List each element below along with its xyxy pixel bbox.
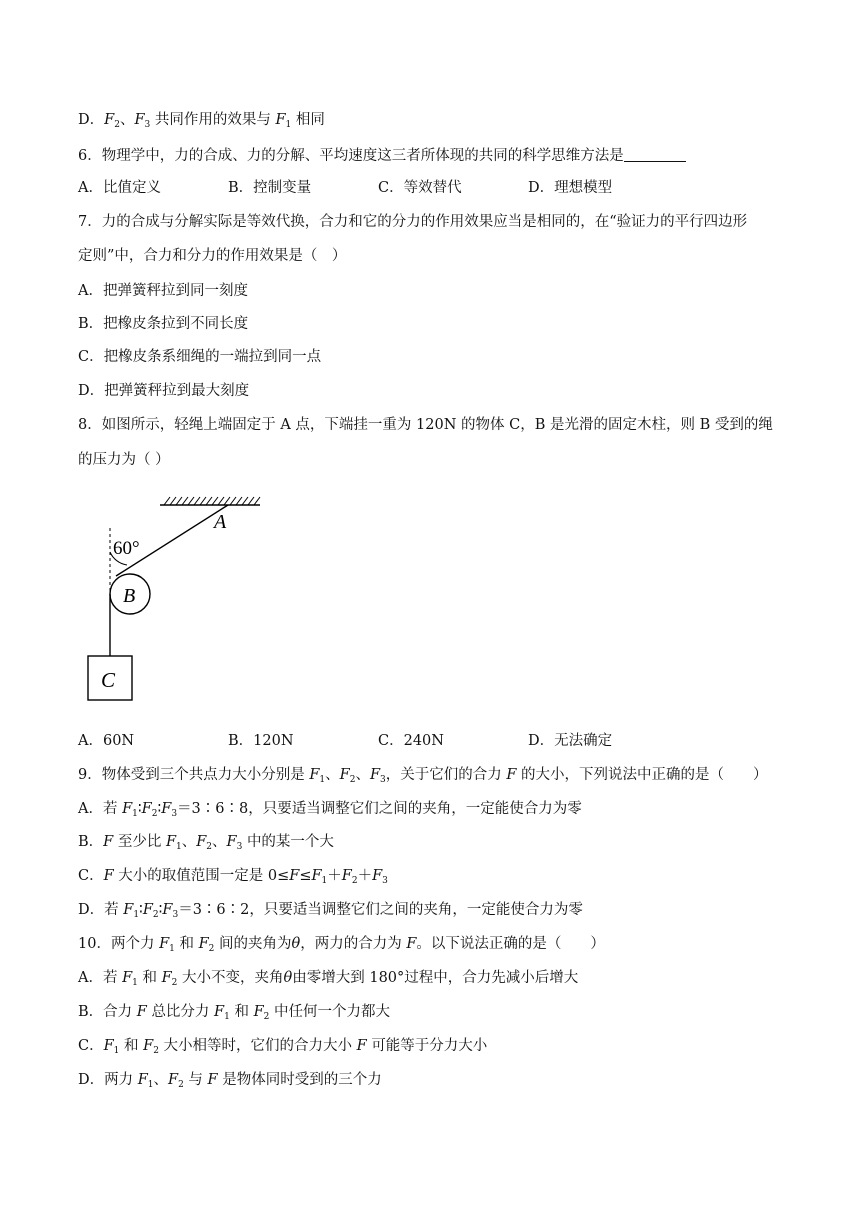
q10-option-d-tail: 是物体同时受到的三个力: [222, 1072, 382, 1088]
q8-option-c: C．240N: [378, 733, 444, 749]
q9-option-b: B．F 至少比 $F_1$、$F_2$、$F_3$ 中的某一个大: [78, 834, 334, 852]
q8-option-d: D．无法确定: [528, 733, 613, 749]
pulley-diagram: [80, 488, 270, 704]
q10-option-c-tail: 可能等于分力大小: [371, 1038, 488, 1054]
q5-option-d: D．$F_2$、$F_3$ 共同作用的效果与 $F_1$ 相同: [78, 112, 325, 130]
question-8-line2: 的压力为（ ）: [78, 452, 170, 468]
q9-option-b-text: 中的某一个大: [246, 834, 334, 850]
q10-option-d: D．两力 $F_1$、$F_2$ 与 F 是物体同时受到的三个力: [78, 1072, 382, 1090]
question-7-line2: 定则”中，合力和分力的作用效果是（ ）: [78, 248, 347, 264]
q10-option-b: B．合力 F 总比分力 $F_1$ 和 $F_2$ 中任何一个力都大: [78, 1004, 390, 1022]
question-10-text: 10．两个力: [78, 936, 155, 952]
question-6-text: 6．物理学中，力的合成、力的分解、平均速度这三者所体现的共同的科学思维方法是: [78, 148, 624, 164]
q8-option-b: B．120N: [228, 733, 294, 749]
q10-option-a: A．若 $F_1$ 和 $F_2$ 大小不变，夹角θ由零增大到 180°过程中，合力先减小后增大: [78, 970, 579, 988]
angle-label: 60°: [113, 538, 140, 559]
q7-option-d: D．把弹簧秤拉到最大刻度: [78, 383, 250, 399]
answer-blank: [624, 147, 686, 162]
question-6: [78, 146, 686, 166]
q7-option-a: A．把弹簧秤拉到同一刻度: [78, 283, 248, 299]
q9-option-c: C．F 大小的取值范围一定是 $0\le F\le F_1+F_2+F_3$: [78, 868, 388, 886]
q10-option-c-mid: 大小相等时，它们的合力大小: [163, 1038, 353, 1054]
question-9-text: 9．物体受到三个共点力大小分别是: [78, 767, 305, 783]
q6-option-c: C．等效替代: [378, 180, 462, 196]
question-9: 9．物体受到三个共点力大小分别是 $F_1$、$F_2$、$F_3$，关于它们的合力 F 的大小，下列说法中正确的是（ ）: [78, 767, 768, 785]
q9-option-d: D．若 $F_1∶F_2∶F_3=3∶6∶2$，只要适当调整它们之间的夹角，一定能使合力为零: [78, 902, 583, 920]
q9-option-c-text: 大小的取值范围一定是 0≤: [118, 868, 290, 884]
q6-option-a: A．比值定义: [78, 180, 161, 196]
question-7-line1: 7．力的合成与分解实际是等效代换，合力和它的分力的作用效果应当是相同的，在“验证力的平行四边形: [78, 214, 748, 230]
q6-option-b: B．控制变量: [228, 180, 312, 196]
question-10: 10．两个力 $F_1$ 和 $F_2$ 间的夹角为θ，两力的合力为 F。以下说法正确的是（ ）: [78, 936, 605, 954]
q10-option-b-mid: 总比分力: [151, 1004, 210, 1020]
point-a-label: A: [214, 511, 227, 533]
q9-option-a: A．若 $F_1∶F_2∶F_3=3∶6∶8$，只要适当调整它们之间的夹角，一定能使合力为零: [78, 801, 582, 819]
q7-option-c: C．把橡皮条系细绳的一端拉到同一点: [78, 349, 322, 365]
q10-option-a-tail: 由零增大到 180°过程中，合力先减小后增大: [292, 970, 579, 986]
q10-option-b-tail: 中任何一个力都大: [273, 1004, 390, 1020]
q6-option-d: D．理想模型: [528, 180, 613, 196]
q9-option-d-text: ＝3∶6∶2，只要适当调整它们之间的夹角，一定能使合力为零: [178, 902, 583, 918]
q10-option-a-mid: 大小不变，夹角: [182, 970, 284, 986]
question-8-line1: 8．如图所示，轻绳上端固定于 A 点，下端挂一重为 120N 的物体 C，B 是光滑的固定木柱，则 B 受到的绳: [78, 417, 773, 433]
q7-option-b: B．把橡皮条拉到不同长度: [78, 316, 249, 332]
ceiling-hatch: [164, 497, 260, 505]
point-b-label: B: [123, 585, 136, 607]
q8-option-a: A．60N: [78, 733, 135, 749]
q9-option-a-text: ＝3∶6∶8，只要适当调整它们之间的夹角，一定能使合力为零: [177, 801, 582, 817]
block-c-label: C: [101, 668, 116, 692]
q10-option-c: C．$F_1$ 和 $F_2$ 大小相等时，它们的合力大小 F 可能等于分力大小: [78, 1038, 488, 1056]
